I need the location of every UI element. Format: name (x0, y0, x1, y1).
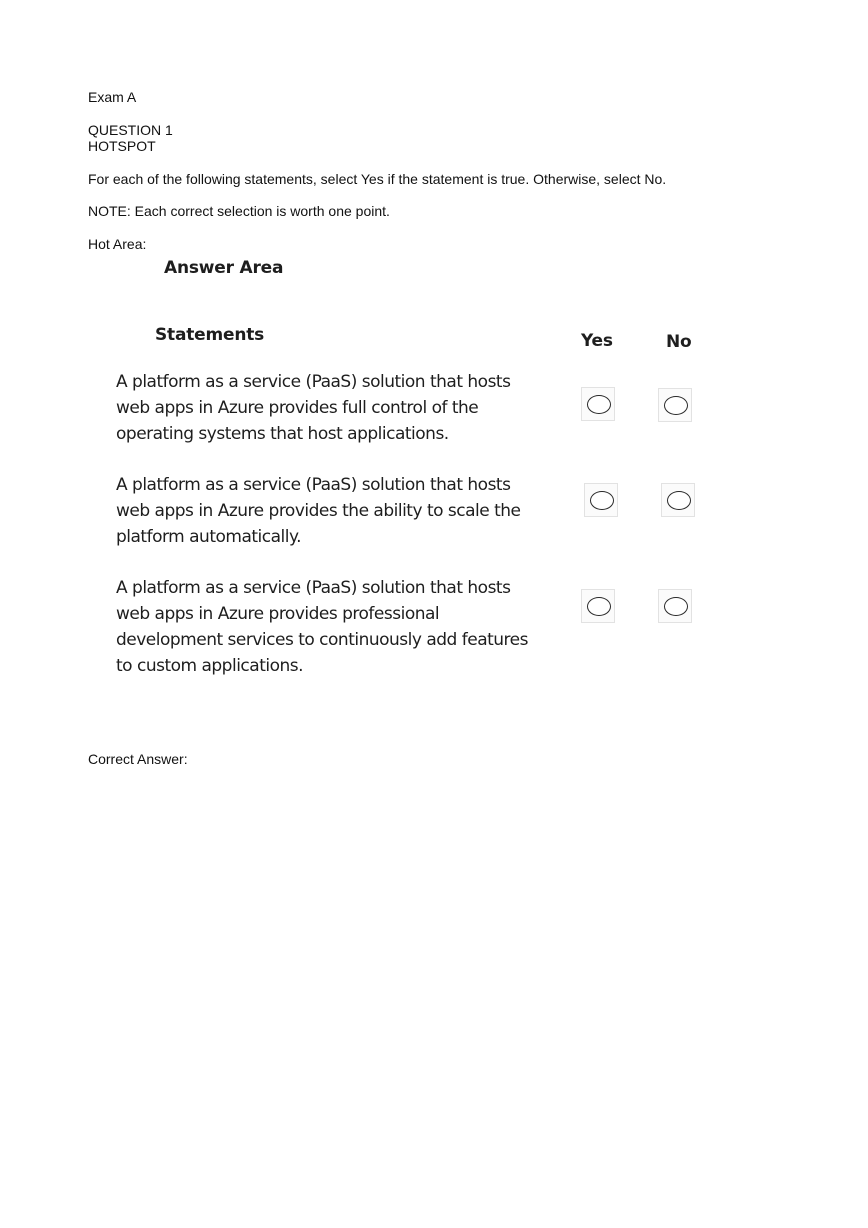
statement-1: A platform as a service (PaaS) solution that hosts web apps in Azure provides full control of the operating systems that host applications. (116, 372, 511, 444)
statement-3-yes-radio[interactable] (581, 589, 615, 623)
statements-header: Statements (155, 325, 265, 345)
statement-1-yes-radio[interactable] (581, 387, 615, 421)
exam-title: Exam A (88, 89, 137, 105)
radio-circle-icon (587, 395, 611, 414)
question-type: HOTSPOT (88, 138, 156, 154)
note-text: NOTE: Each correct selection is worth one point. (88, 203, 390, 219)
statement-2-no-radio[interactable] (661, 483, 695, 517)
correct-answer-label: Correct Answer: (88, 751, 188, 767)
radio-circle-icon (664, 396, 688, 415)
question-number: QUESTION 1 (88, 122, 173, 138)
statement-3: A platform as a service (PaaS) solution that hosts web apps in Azure provides professional development services to continuously add features to custom applications. (116, 578, 528, 676)
statement-1-no-radio[interactable] (658, 388, 692, 422)
answer-area-title: Answer Area (164, 258, 284, 278)
no-header: No (666, 332, 692, 352)
radio-circle-icon (590, 491, 614, 510)
hot-area-label: Hot Area: (88, 236, 147, 252)
radio-circle-icon (587, 597, 611, 616)
radio-circle-icon (664, 597, 688, 616)
statement-3-no-radio[interactable] (658, 589, 692, 623)
radio-circle-icon (667, 491, 691, 510)
answer-area (100, 254, 720, 694)
yes-header: Yes (581, 331, 613, 351)
statement-2-yes-radio[interactable] (584, 483, 618, 517)
statement-2: A platform as a service (PaaS) solution that hosts web apps in Azure provides the ability to scale the platform automatically. (116, 475, 521, 547)
instruction-text: For each of the following statements, select Yes if the statement is true. Otherwise, select No. (88, 171, 667, 187)
